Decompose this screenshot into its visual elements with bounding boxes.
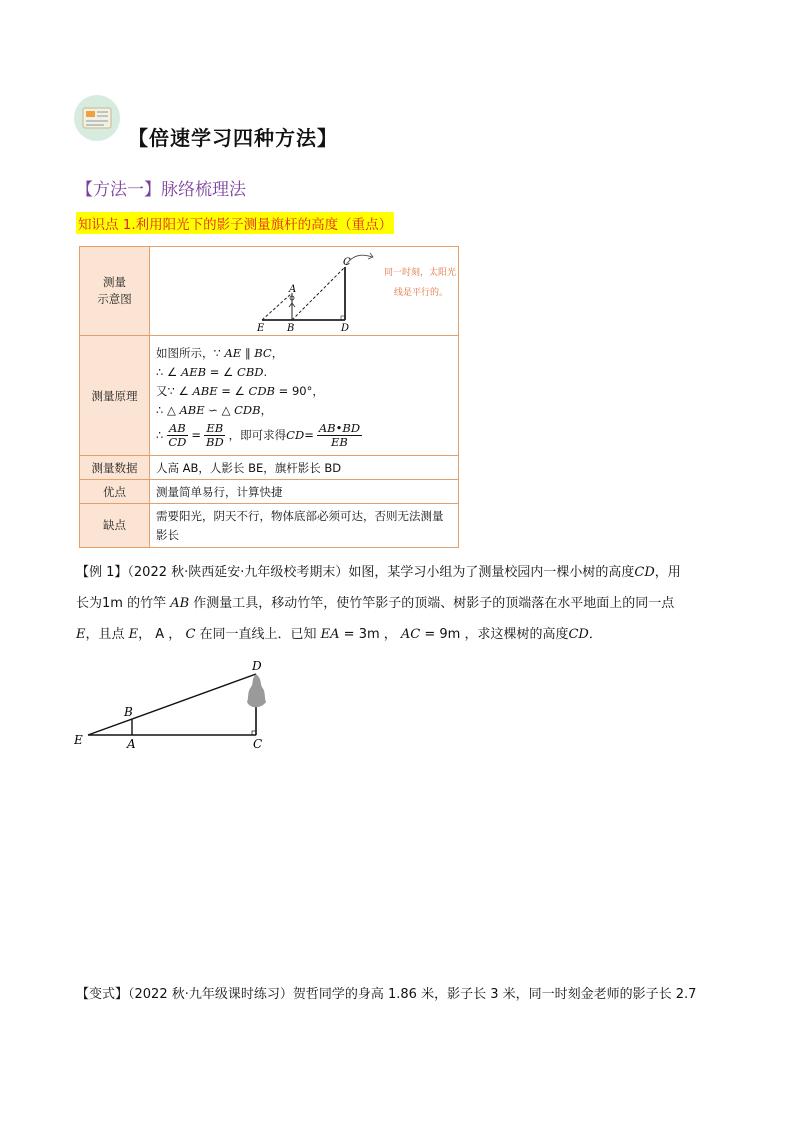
point-label: A — [127, 737, 136, 751]
table-row — [80, 503, 458, 547]
document-icon — [74, 95, 120, 141]
row-label: 测量原理 — [80, 336, 150, 456]
measurement-diagram — [150, 247, 458, 335]
point-label: E — [257, 323, 265, 333]
row-label: 优点 — [80, 480, 150, 504]
principle-line: ∴ △ ABE ∽ △ CDB， — [156, 402, 273, 417]
point-label: B — [287, 323, 295, 333]
note-text: 线是平行的。 — [394, 288, 449, 298]
point-label: A — [289, 284, 297, 295]
row-value — [156, 504, 452, 547]
method-table — [79, 246, 459, 548]
row-label: 测量数据 — [80, 456, 150, 480]
table-row — [80, 335, 458, 456]
principle-line: ∴ $\frac{AB}{CD}$ = $\frac{EB}{BD}$ ，即可求得 CD = $\frac{AB•BD}{EB}$ — [156, 420, 361, 449]
fraction: $\frac{AB}{CD}$ — [168, 420, 187, 449]
row-value-line: 影长 — [156, 527, 179, 542]
row-value: 测量简单易行，计算快捷 — [156, 484, 283, 499]
point-label: E — [74, 733, 83, 747]
note-text: 同一时刻，太阳光 — [384, 268, 457, 278]
fraction: $\frac{AB•BD}{EB}$ — [318, 420, 361, 449]
row-label — [80, 247, 150, 335]
row-label-line: 测量 — [103, 275, 126, 289]
table-row — [80, 247, 458, 335]
principle-line: 如图所示，∵ AE ∥ BC， — [156, 345, 284, 360]
fraction: $\frac{EB}{BD}$ — [206, 420, 224, 449]
row-value-line: 需要阳光，阴天不行，物体底部必须可达，否则无法测量 — [156, 508, 444, 523]
table-row — [80, 455, 458, 480]
principle-line: ∴ ∠ AEB = ∠ CBD. — [156, 364, 268, 379]
point-label: C — [343, 257, 351, 268]
point-label: D — [341, 323, 350, 333]
example-problem: 【例 1】（2022 秋·陕西延安·九年级校考期末）如图，某学习小组为了测量校园内一棵小树的高度CD，用 长为1m 的竹竿 AB 作测量工具，移动竹竿，使竹竿影子的顶端、树影子的顶端落在水平地面上的同一点 E，且点 E， A ， C 在同一直线上．已知 EA = 3m ， AC = 9m ，求这棵树的高度CD． — [76, 565, 681, 642]
point-label: D — [252, 659, 262, 673]
variant-problem: 【变式】（2022 秋·九年级课时练习）贺哲同学的身高 1.86 米，影子长 3 米，同一时刻金老师的影子长 2.7 — [76, 987, 697, 1002]
row-label-line: 示意图 — [97, 292, 132, 306]
table-row — [80, 479, 458, 504]
row-label: 缺点 — [80, 504, 150, 547]
tree-shadow-figure — [70, 655, 290, 755]
row-value: 人高 AB，人影长 BE，旗杆影长 BD — [156, 460, 342, 475]
principle-line: 又∵ ∠ ABE = ∠ CDB = 90°， — [156, 383, 324, 398]
point-label: B — [124, 705, 133, 719]
principle-text — [156, 336, 452, 456]
knowledge-point-heading: 知识点 1.利用阳光下的影子测量旗杆的高度（重点） — [76, 212, 394, 234]
method-heading: 【方法一】脉络梳理法 — [76, 180, 246, 200]
page-title: 【倍速学习四种方法】 — [128, 126, 338, 150]
point-label: C — [253, 737, 263, 751]
